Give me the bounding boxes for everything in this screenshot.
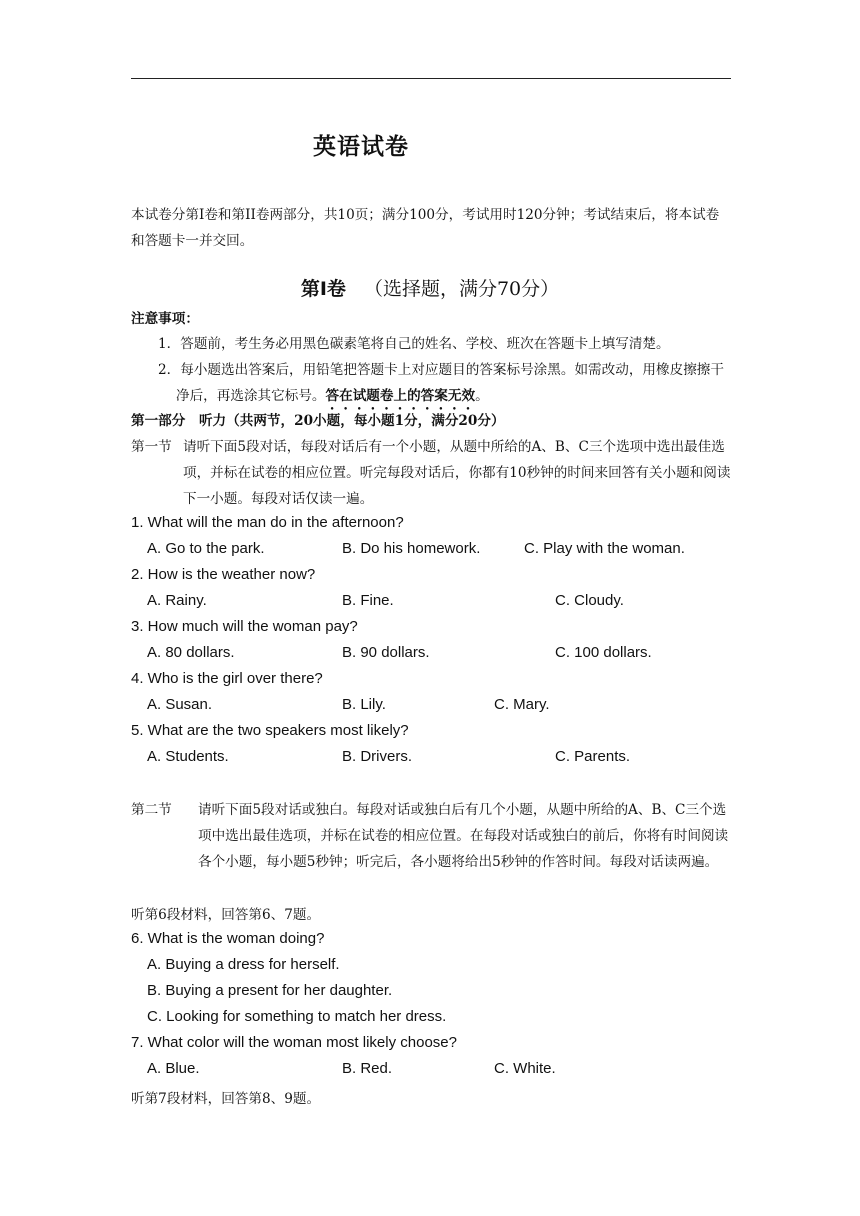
question-3: 3. How much will the woman pay?: [131, 618, 358, 635]
q1-option-a: A. Go to the park.: [147, 540, 265, 557]
q2-option-b: B. Fine.: [342, 592, 394, 609]
question-1: 1. What will the man do in the afternoon?: [131, 514, 404, 531]
q5-option-a: A. Students.: [147, 748, 229, 765]
q1-option-b: B. Do his homework.: [342, 540, 481, 557]
q7-option-a: A. Blue.: [147, 1060, 200, 1077]
q4-option-a: A. Susan.: [147, 696, 213, 713]
section-label: 第Ⅰ卷: [300, 279, 346, 300]
q5-option-b: B. Drivers.: [342, 748, 413, 765]
q3-option-c: C. 100 dollars.: [555, 644, 652, 661]
q7-option-b: B. Red.: [342, 1060, 393, 1077]
material-6-note: 听第6段材料，回答第6、7题。: [131, 907, 321, 923]
header-rule: [131, 78, 731, 79]
material-7-note: 听第7段材料，回答第8、9题。: [131, 1091, 321, 1107]
q4-option-b: B. Lily.: [342, 696, 386, 713]
section1-instructions: [131, 434, 731, 512]
question-4: 4. Who is the girl over there?: [131, 670, 323, 687]
q2-option-a: A. Rainy.: [147, 592, 207, 609]
notice-item-2: [158, 357, 731, 413]
section1-label: 第一节: [131, 439, 172, 455]
q2-option-c: C. Cloudy.: [555, 592, 624, 609]
intro-paragraph: 本试卷分第Ⅰ卷和第II卷两部分，共10页；满分100分，考试用时120分钟；考试结束后，将本试卷和答题卡一并交回。: [131, 207, 720, 249]
question-7: 7. What color will the woman most likely choose?: [131, 1034, 457, 1051]
part1-heading: 第一部分 听力（共两节，20小题，每小题1分，满分20分）: [131, 413, 505, 429]
q6-option-b: B. Buying a present for her daughter.: [147, 982, 393, 999]
q3-option-b: B. 90 dollars.: [342, 644, 430, 661]
page-title: 英语试卷: [313, 133, 409, 159]
question-5: 5. What are the two speakers most likely?: [131, 722, 409, 739]
q7-option-c: C. White.: [494, 1060, 556, 1077]
q3-option-a: A. 80 dollars.: [147, 644, 235, 661]
notice-item-2-emphasis: 答在试题卷上的答案无效: [325, 388, 476, 404]
q6-option-a: A. Buying a dress for herself.: [147, 956, 340, 973]
notice-item-2-text: 2．每小题选出答案后，用铅笔把答题卡上对应题目的答案标号涂黑。如需改动，用橡皮擦擦干净后，再选涂其它标号。: [158, 362, 724, 404]
notice-heading: 注意事项：: [131, 311, 199, 327]
notice-item-1: 1．答题前，考生务必用黑色碳素笔将自己的姓名、学校、班次在答题卡上填写清楚。: [158, 336, 670, 352]
q1-option-c: C. Play with the woman.: [524, 540, 685, 557]
notice-item-2-end: 。: [475, 388, 489, 404]
q5-option-c: C. Parents.: [555, 748, 631, 765]
question-2: 2. How is the weather now?: [131, 566, 316, 583]
q4-option-c: C. Mary.: [494, 696, 550, 713]
section-heading: [0, 274, 860, 301]
q6-option-c: C. Looking for something to match her dress.: [147, 1008, 447, 1025]
section-note: （选择题，满分70分）: [363, 278, 560, 300]
section2-text: 请听下面5段对话或独白。每段对话或独白后有几个小题，从题中所给的A、B、C三个选项中选出最佳选项，并标在试卷的相应位置。在每段对话或独白的前后，你将有时间阅读各个小题，每小题5秒钟；听完后，各小题将给出5秒钟的作答时间。每段对话读两遍。: [198, 802, 729, 870]
section2-instructions: [131, 797, 731, 875]
question-6: 6. What is the woman doing?: [131, 930, 325, 947]
section2-label: 第二节: [131, 802, 172, 818]
section1-text: 请听下面5段对话，每段对话后有一个小题，从题中所给的A、B、C三个选项中选出最佳选项，并标在试卷的相应位置。听完每段对话后，你都有10秒钟的时间来回答有关小题和阅读下一小题。每段对话仅读一遍。: [183, 439, 731, 507]
